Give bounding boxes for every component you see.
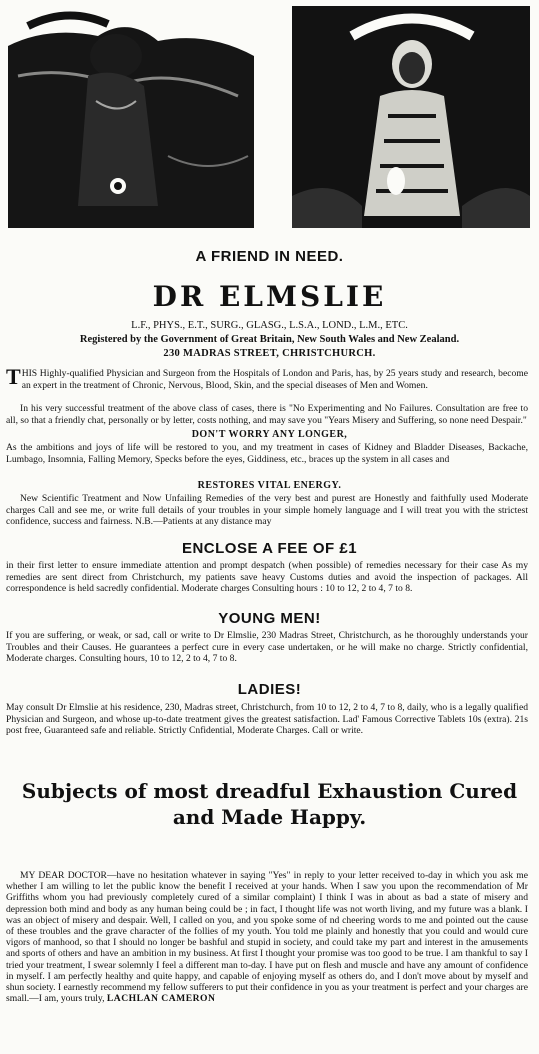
- subjects-heading: Subjects of most dreadful Exhaustion Cured and Made Happy.: [21, 779, 518, 829]
- illustration-before: [8, 6, 254, 228]
- headline: A FRIEND IN NEED.: [195, 248, 344, 265]
- testimonial-letter: [6, 870, 528, 1004]
- young-men-paragraph: If you are suffering, or weak, or sad, call or write to Dr Elmslie, 230 Madras Street, Christchurch, as he thoroughly understands your Troubles and their Causes. He guarantees a perfect cure in every case undertaken, or he will make no charge. Strictly confidential, Moderate charges. Consulting hours, 10 to 12, 2 to 4, 7 to 8.: [6, 630, 528, 664]
- intro-paragraph: [6, 364, 528, 391]
- success-text: In his very successful treatment of the above class of cases, there is "No Experimenting and No Failures. Consultation are free to all, so that a friendly chat, personally or by letter, costs nothing, and may save you "Years Misery and Suffering, so none need Despair.": [6, 403, 528, 426]
- restores-heading: RESTORES VITAL ENERGY.: [197, 480, 342, 491]
- signature: LACHLAN CAMERON: [106, 993, 216, 1005]
- address: 230 MADRAS STREET, CHRISTCHURCH.: [163, 348, 376, 359]
- restores-paragraph: [6, 493, 528, 528]
- intro-text: HIS Highly-qualified Physician and Surgeon from the Hospitals of London and Paris, has, by 25 years study and research, become an expert in the treatment of Chronic, Nervous, Blood, Skin, and the special diseases of Men and Women.: [21, 368, 528, 391]
- dont-worry-paragraph: As the ambitions and joys of life will be restored to you, and my treatment in cases of Kidney and Bladder Diseases, Backache, Lumbago, Insomnia, Falling Memory, Specks before the eyes, Giddiness, etc., braces up the system in all cases and: [6, 442, 528, 465]
- fee-heading: ENCLOSE A FEE OF £1: [181, 540, 358, 557]
- success-paragraph: [6, 403, 528, 426]
- doctor-name: DR ELMSLIE: [152, 280, 387, 313]
- ladies-text-2: Lad' Famous Corrective Tablets 10s (extra). 21s post free, Guaranteed safe and reliable. Strictly Cnfidential, Moderate Charges. Call or write.: [6, 713, 528, 736]
- ladies-heading: LADIES!: [237, 681, 302, 698]
- dejected-figure-image: [8, 6, 254, 228]
- ladies-paragraph: [6, 702, 528, 737]
- ladies-text: May consult Dr Elmslie at his residence, 230, Madras street, Christchurch, from 10 to 12, 2 to 4, 7 to 8, daily, who is a legally qualified Physician and Surgeon, and whose up-to-date treatment gives the greatest satisfaction.: [6, 702, 528, 725]
- fee-paragraph: in their first letter to ensure immediate attention and prompt despatch (when possible) of remedies necessary for their case As my remedies are sent direct from Christchurch, my patients save heavy Customs duties and avoid the inspection of packages. All correspondence is held sacredly confidential. Moderate charges Consulting hours : 10 to 12, 2 to 4, 7 to 8.: [6, 560, 528, 594]
- happy-figure-image: [292, 6, 530, 228]
- drop-cap: T: [6, 364, 21, 389]
- qualifications: L.F., PHYS., E.T., SURG., GLASG., L.S.A., LOND., L.M., ETC.: [131, 320, 408, 331]
- young-men-heading: YOUNG MEN!: [218, 610, 321, 627]
- restores-text: New Scientific Treatment and Now Unfailing Remedies of the very best and purest are Honestly and faithfully used Moderate charges Call and see me, or write full details of your troubles in your simple homely language and I will treat you with the strictest confidence, success and fairness.: [6, 493, 528, 527]
- illustration-after: [292, 6, 530, 228]
- testimonial-text: MY DEAR DOCTOR—have no hesitation whatever in saying "Yes" in reply to your letter received to-day in which you ask me whether I am willing to let the public know the benefit I received at your hands. When I saw you upon the recommendation of Mr Griffiths whom you had previously completely cured of a similar complaint) I think I was in about as bad a state of misery and depression both mind and body as any human being could be ; in fact, I thought life was not worth living, and my future was a blank. I was an object of misery and despair. Well, I called on you, and you spoke some of nd cheering words to me and pointed out the cause of these troubles and the grave character of the follies of my youth. You told me plainly and honestly that you could and would cure vigors of manhood, so that I should no longer be bashful and stupid in society, and could take my part and interest in the amusements and sports of others and have an ambition in my business. At first I thought your promise was too good to be true. I am thankful to say I tried your treatment, I swear solemnly I feel a different man to-day. I have put on flesh and muscle and have any amount of confidence in myself. I am perfectly healthy and quite happy, and capable of enjoying myself as others do, and I don't move about by myself and shun society. I earnestly recommend my fellow sufferers to put their confidence in you as your treatment is perfect and your charges are small.—I am, yours truly,: [6, 870, 528, 1005]
- registration: Registered by the Government of Great Britain, New South Wales and New Zealand.: [79, 334, 460, 345]
- restores-note: N.B.—Patients at any distance may: [134, 516, 272, 527]
- dont-worry-heading: DON'T WORRY ANY LONGER,: [191, 429, 348, 440]
